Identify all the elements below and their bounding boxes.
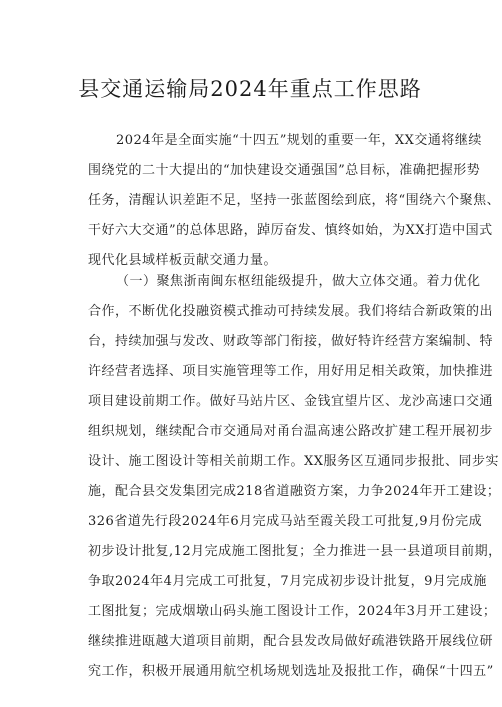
paragraph-line: 许经营者选择、项目实施管理等工作，用好用足相关政策，加快推进 <box>88 364 494 379</box>
paragraph-line: （一）聚焦浙南闽东枢纽能级提升，做大立体交通。着力优化 <box>116 274 481 289</box>
paragraph-line: 工图批复；完成烟墩山码头施工图设计工作，2024年3月开工建设； <box>88 604 497 619</box>
paragraph-line: 现代化县域样板贡献交通力量。 <box>88 253 278 268</box>
paragraph-line: 326省道先行段2024年6月完成马站至霞关段工可批复,9月份完成 <box>88 514 483 529</box>
paragraph-line: 继续推进瓯越大道项目前期，配合县发改局做好疏港铁路开展线位研 <box>88 634 494 649</box>
paragraph-line: 任务，清醒认识差距不足，坚持一张蓝图绘到底，将“围绕六个聚焦、 <box>88 193 501 208</box>
paragraph-line: 2024年是全面实施“十四五”规划的重要一年，XX交通将继续 <box>116 133 482 148</box>
paragraph-line: 究工作，积极开展通用航空机场规划选址及报批工作，确保“十四五” <box>88 664 494 679</box>
paragraph-line: 施，配合县交发集团完成218省道融资方案，力争2024年开工建设； <box>88 484 501 499</box>
paragraph-line: 合作，不断优化投融资模式推动可持续发展。我们将结合新政策的出 <box>88 304 494 319</box>
paragraph-line: 组织规划，继续配合市交通局对甬台温高速公路改扩建工程开展初步 <box>88 424 494 439</box>
paragraph-line: 项目建设前期工作。做好马站片区、金钱宜望片区、龙沙高速口交通 <box>88 394 494 409</box>
paragraph-line: 初步设计批复,12月完成施工图批复；全力推进一县一县道项目前期， <box>88 544 502 559</box>
paragraph-line: 设计、施工图设计等相关前期工作。XX服务区互通同步报批、同步实 <box>88 454 500 469</box>
paragraph-line: 台，持续加强与发改、财政等部门衔接，做好特许经营方案编制、特 <box>88 334 494 349</box>
paragraph-line: 争取2024年4月完成工可批复，7月完成初步设计批复，9月完成施 <box>88 574 487 589</box>
paragraph-intro <box>88 126 501 276</box>
paragraph-section-1 <box>88 267 502 687</box>
document-title: 县交通运输局2024年重点工作思路 <box>78 77 422 101</box>
paragraph-line: 干好六大交通”的总体思路，踔厉奋发、慎终如始，为XX打造中国式 <box>88 223 493 238</box>
paragraph-line: 围绕党的二十大提出的“加快建设交通强国”总目标，准确把握形势 <box>88 163 481 178</box>
